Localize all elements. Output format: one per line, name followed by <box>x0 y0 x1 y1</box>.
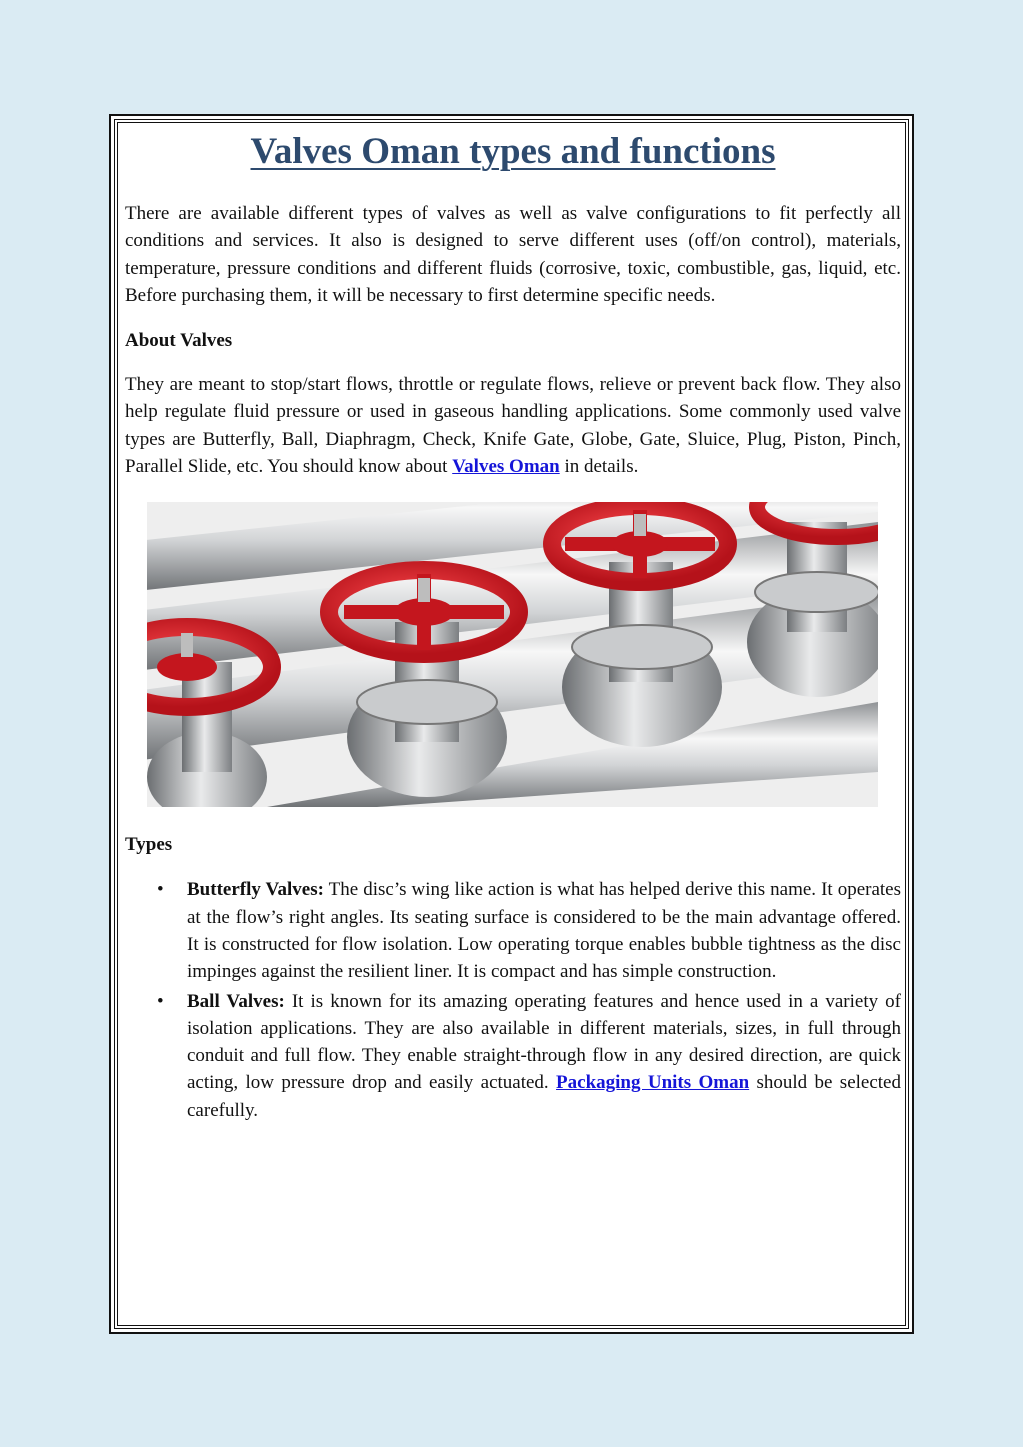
industrial-valves-photo <box>147 502 878 807</box>
packaging-units-oman-link[interactable]: Packaging Units Oman <box>556 1072 750 1094</box>
ball-text: It is known for its amazing operating features and hence used in a variety of isolation applications. They are also available in different materials, sizes, in full through conduit and full flow. They enable straight-through flow in any desired direction, are quick acting, low pressure drop and easily actuated. <box>187 990 901 1094</box>
document-content <box>125 130 901 1126</box>
about-paragraph <box>125 371 901 480</box>
butterfly-text: The disc’s wing like action is what has helped derive this name. It operates at the flow’s right angles. Its seating surface is considered to be the main advantage offered. It is constructed for flow isolation. Low operating torque enables bubble tightness as the disc impinges against the resilient liner. It is compact and has simple construction. <box>187 879 901 983</box>
bullet-icon: • <box>157 879 164 901</box>
document-frame <box>109 114 914 1334</box>
ball-text-end: should be selected carefully. <box>187 1072 901 1121</box>
intro-paragraph: There are available different types of valves as well as valve configurations to fit perfectly all conditions and services. It also is designed to serve different uses (off/on control), materials, temperature, pressure conditions and different fluids (corrosive, toxic, combustible, gas, liquid, etc. Before purchasing them, it will be necessary to first determine specific needs. <box>125 203 901 306</box>
types-heading: Types <box>125 834 173 856</box>
ball-label: Ball Valves: <box>187 990 285 1012</box>
valves-oman-link[interactable]: Valves Oman <box>452 456 560 478</box>
about-text-end: in details. <box>559 456 639 478</box>
butterfly-label: Butterfly Valves: <box>187 879 324 901</box>
about-text: They are meant to stop/start flows, throttle or regulate flows, relieve or prevent back flow. They also help regulate fluid pressure or used in gaseous handling applications. Some commonly used valve types are Butterfly, Ball, Diaphragm, Check, Knife Gate, Globe, Gate, Sluice, Plug, Piston, Pinch, Parallel Slide, etc. You should know about <box>125 374 901 478</box>
list-item-ball <box>157 988 901 1124</box>
list-item-butterfly <box>157 876 901 985</box>
types-list <box>125 876 901 1124</box>
bullet-icon: • <box>157 990 164 1012</box>
document-inner-border <box>114 119 909 1329</box>
page-title: Valves Oman types and functions <box>250 131 776 172</box>
about-heading: About Valves <box>125 330 233 352</box>
